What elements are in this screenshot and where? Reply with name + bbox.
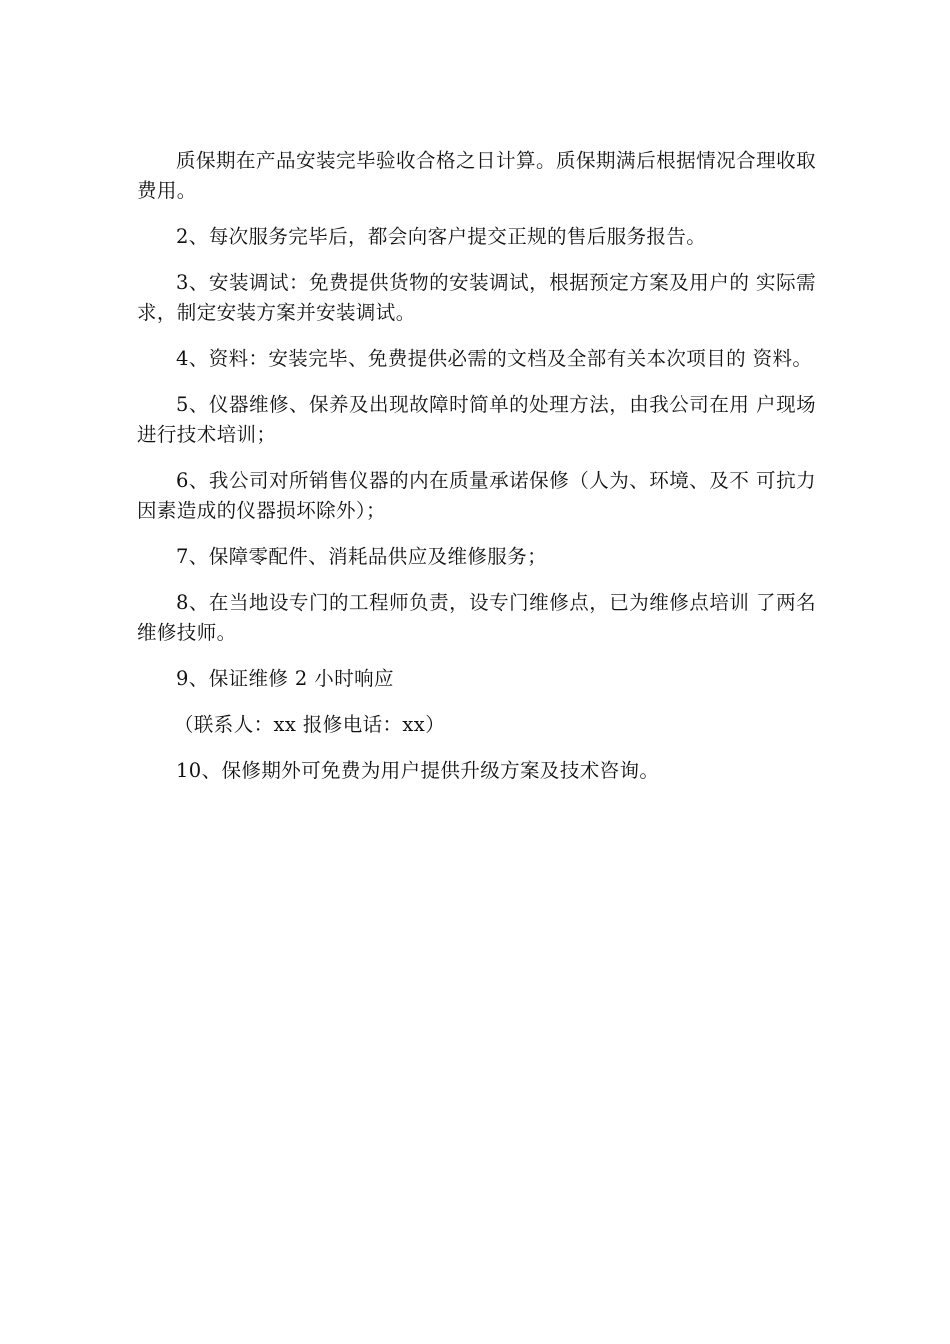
paragraph-installation: 3、安装调试：免费提供货物的安装调试，根据预定方案及用户的 实际需求，制定安装方案并安装调试。: [137, 271, 816, 324]
paragraph-response-time: 9、保证维修 2 小时响应: [176, 667, 394, 690]
paragraph-quality-warranty: 6、我公司对所销售仪器的内在质量承诺保修（人为、环境、及不 可抗力因素造成的仪器损坏除外）；: [137, 469, 816, 522]
paragraph-engineers: 8、在当地设专门的工程师负责，设专门维修点，已为维修点培训 了两名维修技师。: [137, 591, 816, 644]
paragraph-contact: （联系人：xx 报修电话：xx）: [174, 713, 446, 736]
paragraph-warranty-period: 质保期在产品安装完毕验收合格之日计算。质保期满后根据情况合理收取费用。: [137, 149, 816, 202]
paragraph-spare-parts: 7、保障零配件、消耗品供应及维修服务；: [176, 545, 548, 568]
paragraph-documentation: 4、资料：安装完毕、免费提供必需的文档及全部有关本次项目的 资料。: [176, 347, 813, 370]
paragraph-upgrade: 10、保修期外可免费为用户提供升级方案及技术咨询。: [176, 759, 660, 782]
document-body: [137, 146, 816, 802]
paragraph-training: 5、仪器维修、保养及出现故障时简单的处理方法，由我公司在用 户现场进行技术培训；: [137, 393, 816, 446]
paragraph-service-report: 2、每次服务完毕后，都会向客户提交正规的售后服务报告。: [176, 225, 707, 248]
